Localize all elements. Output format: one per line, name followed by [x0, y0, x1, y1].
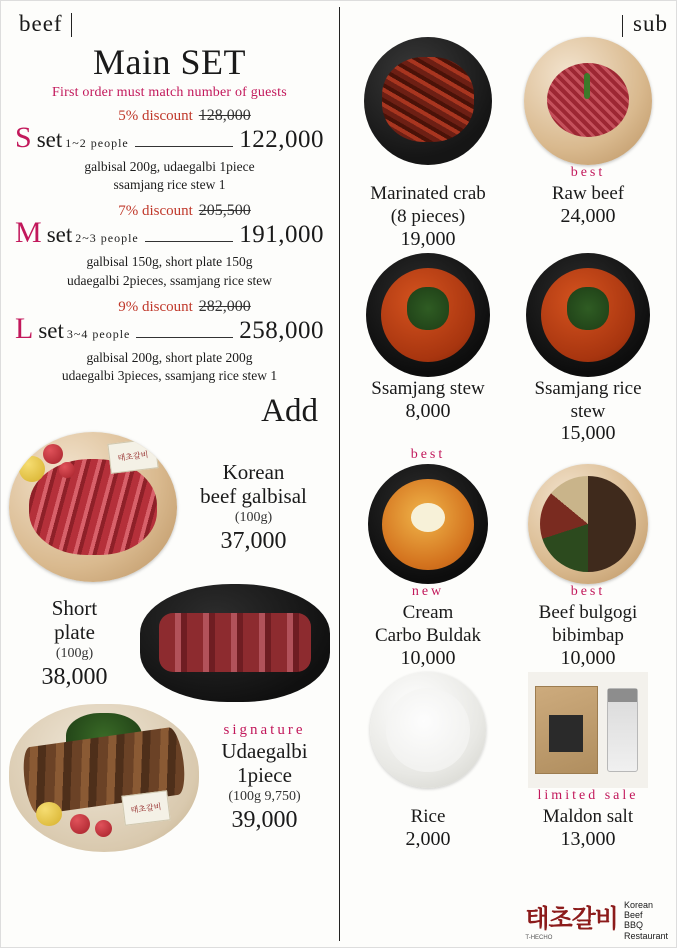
galbisal-name-line2: beef galbisal	[200, 483, 307, 508]
bibimbap-name-line2: bibimbap	[552, 625, 624, 647]
crab-name-line2: (8 pieces)	[390, 205, 466, 227]
udaegalbi-photo	[9, 704, 199, 852]
beef-column	[1, 1, 338, 947]
udaegalbi-name-line1: Udaegalbi	[221, 739, 308, 764]
beef-bulgogi-bibimbap-photo	[528, 464, 648, 584]
buldak-cheese	[411, 503, 445, 532]
crab-tag	[350, 165, 506, 182]
crab-price: 19,000	[400, 227, 456, 250]
salt-box-label	[549, 715, 583, 753]
bibimbap-photo-wrap	[510, 464, 666, 584]
ssamjang-rice-stew-price: 15,000	[560, 422, 616, 445]
sub-item-raw-beef	[508, 37, 668, 251]
set-s-price: 122,000	[239, 126, 324, 153]
set-s-word: set	[36, 127, 63, 152]
set-m-desc	[9, 253, 330, 289]
sub-item-ssamjang-rice-stew	[508, 253, 668, 446]
maldon-salt-photo-wrap	[510, 672, 666, 788]
brand-card-icon: 태초갈비	[107, 438, 158, 474]
bibimbap-price: 10,000	[560, 647, 616, 670]
raw-beef-name-line1: Raw beef	[551, 183, 625, 204]
maldon-salt-photo	[528, 672, 648, 788]
maldon-salt-price: 13,000	[560, 827, 616, 850]
brand-logo-roman: T-HECHO	[525, 935, 553, 941]
crab-photo-wrap	[350, 37, 506, 165]
lemon-garnish	[36, 802, 62, 826]
set-s-letter: S	[15, 121, 32, 154]
row-best-tag-spacer	[510, 447, 666, 464]
set-m-word: set	[46, 222, 73, 248]
crab-name-line1: Marinated crab	[370, 183, 486, 204]
set-m-letter: M	[15, 216, 42, 250]
stew-greens	[567, 287, 609, 329]
stew-greens	[407, 287, 449, 329]
set-l-price: 258,000	[239, 316, 324, 344]
brand-sub-line1: Korean	[623, 899, 653, 910]
bibimbap-toppings	[540, 476, 636, 572]
set-s-discount: 5% discount	[118, 108, 193, 124]
buldak-tag: new	[411, 584, 445, 600]
set-s-desc	[9, 158, 330, 194]
tomato-garnish	[95, 820, 112, 837]
rice-photo	[370, 672, 486, 788]
brand-logo-mark-wrap	[525, 899, 618, 941]
set-m-desc-line1: galbisal 150g, short plate 150g	[86, 254, 253, 270]
bibimbap-name-line1: Beef bulgogi	[538, 602, 638, 624]
maldon-salt-name: Maldon salt	[542, 806, 634, 828]
cream-carbo-buldak-photo	[368, 464, 488, 584]
rice-price: 2,000	[405, 827, 451, 850]
set-item-l	[9, 298, 330, 385]
galbisal-text	[177, 460, 330, 555]
set-m-desc-line2: udaegalbi 2pieces, ssamjang rice stew	[66, 272, 273, 288]
sub-column	[338, 1, 676, 947]
set-l-letter: L	[15, 311, 34, 345]
short-plate-weight: (100g)	[55, 645, 94, 661]
set-m-row	[9, 216, 330, 250]
set-l-original-price: 282,000	[198, 297, 251, 315]
ssamjang-rice-stew-name-line2: stew	[570, 400, 606, 422]
buldak-photo-wrap	[350, 464, 506, 584]
rice-name: Rice	[410, 806, 446, 828]
ssamjang-rice-stew-name-line1: Ssamjang rice	[534, 377, 642, 399]
crab-pile	[382, 57, 474, 141]
brand-logo	[525, 899, 668, 941]
scallion-garnish	[584, 73, 590, 99]
set-m-rule	[145, 230, 234, 242]
salt-box	[535, 686, 597, 774]
brand-sub-line2: Beef	[623, 909, 643, 920]
sub-item-maldon-salt	[508, 672, 668, 851]
sub-item-beef-bulgogi-bibimbap	[508, 447, 668, 670]
set-s-people: 1~2 people	[65, 136, 129, 150]
ssamjang-rice-stew-photo	[526, 253, 650, 377]
brand-logo-mark: 태초갈비	[525, 906, 618, 933]
set-s-desc-line1: galbisal 200g, udaegalbi 1piece	[84, 159, 255, 174]
add-item-short-plate	[9, 584, 330, 702]
sub-item-cream-carbo-buldak	[348, 447, 508, 670]
set-s-rule	[135, 135, 234, 147]
add-item-udaegalbi	[9, 704, 330, 852]
main-set-title: Main SET	[93, 42, 246, 82]
short-plate-name-line2: plate	[54, 619, 95, 644]
galbisal-weight: (100g)	[234, 509, 273, 525]
set-item-s	[9, 107, 330, 194]
brand-subtitle	[624, 900, 668, 941]
sub-item-ssamjang-stew	[348, 253, 508, 446]
buldak-name-line2: Carbo Buldak	[374, 625, 482, 647]
set-l-people: 3~4 people	[66, 326, 131, 341]
sub-item-marinated-crab	[348, 37, 508, 251]
raw-beef-photo-wrap	[510, 37, 666, 165]
set-l-rule	[136, 326, 233, 338]
udaegalbi-tag: signature	[223, 722, 306, 739]
main-set-note: First order must match number of guests	[52, 85, 287, 100]
bibimbap-tag: best	[570, 584, 606, 600]
set-s-desc-line2: ssamjang rice stew 1	[113, 177, 226, 193]
marinated-crab-photo	[364, 37, 492, 165]
sub-column-header	[348, 11, 668, 37]
ssamjang-rice-stew-photo-wrap	[510, 253, 666, 377]
set-m-people: 2~3 people	[75, 231, 139, 246]
brand-sub-line3: BBQ	[623, 920, 643, 931]
set-s-original-price: 128,000	[198, 107, 251, 124]
brand-card-icon: 태초갈비	[121, 790, 170, 825]
set-item-m	[9, 202, 330, 289]
raw-beef-photo	[524, 37, 652, 165]
set-m-original-price: 205,500	[198, 202, 251, 220]
short-plate-photo	[140, 584, 330, 702]
set-m-discount: 7% discount	[118, 203, 193, 220]
set-l-discount: 9% discount	[118, 298, 193, 315]
salt-jar	[607, 688, 638, 772]
galbisal-name-line1: Korean	[222, 459, 285, 484]
short-plate-price: 38,000	[41, 663, 108, 690]
ssamjang-stew-photo	[366, 253, 490, 377]
udaegalbi-name-line2: 1piece	[237, 763, 292, 788]
add-item-galbisal	[9, 432, 330, 582]
tomato-garnish	[43, 444, 63, 464]
galbisal-photo	[9, 432, 177, 582]
rice-photo-wrap	[350, 672, 506, 788]
short-plate-text	[9, 596, 140, 691]
sub-items-grid	[348, 37, 668, 853]
ssamjang-stew-photo-wrap	[350, 253, 506, 377]
set-m-price: 191,000	[239, 221, 324, 249]
udaegalbi-price: 39,000	[231, 807, 298, 834]
tomato-garnish	[70, 814, 90, 834]
add-section-title: Add	[261, 393, 318, 430]
udaegalbi-weight: (100g 9,750)	[228, 789, 301, 805]
set-l-row	[9, 312, 330, 346]
set-l-desc	[9, 349, 330, 385]
short-plate-name-line1: Short	[51, 595, 98, 620]
galbisal-price: 37,000	[220, 527, 287, 554]
sub-item-rice	[348, 672, 508, 851]
ssamjang-stew-price: 8,000	[405, 399, 451, 422]
row-best-tag: best	[410, 447, 446, 463]
set-l-desc-line2: udaegalbi 3pieces, ssamjang rice stew 1	[61, 368, 278, 384]
galbisal-meat	[29, 459, 157, 555]
rice-tag	[350, 788, 506, 805]
set-m-discount-line	[9, 202, 330, 220]
sub-column-tag: sub	[623, 11, 668, 37]
brand-sub-line4: Restaurant	[623, 930, 668, 941]
maldon-salt-tag: limited sale	[537, 788, 639, 804]
raw-beef-tag: best	[570, 165, 606, 180]
buldak-price: 10,000	[400, 647, 456, 670]
set-s-discount-line	[9, 107, 330, 125]
short-plate-meat	[159, 613, 311, 672]
set-s-row	[9, 121, 330, 155]
set-l-discount-line	[9, 298, 330, 316]
raw-beef-price: 24,000	[560, 204, 616, 227]
udaegalbi-text	[199, 722, 330, 834]
buldak-name-line1: Cream	[402, 602, 454, 624]
ssamjang-stew-name: Ssamjang stew	[371, 377, 485, 399]
set-l-word: set	[38, 317, 64, 343]
set-l-desc-line1: galbisal 200g, short plate 200g	[86, 349, 253, 365]
beef-column-tag: beef	[9, 11, 63, 37]
